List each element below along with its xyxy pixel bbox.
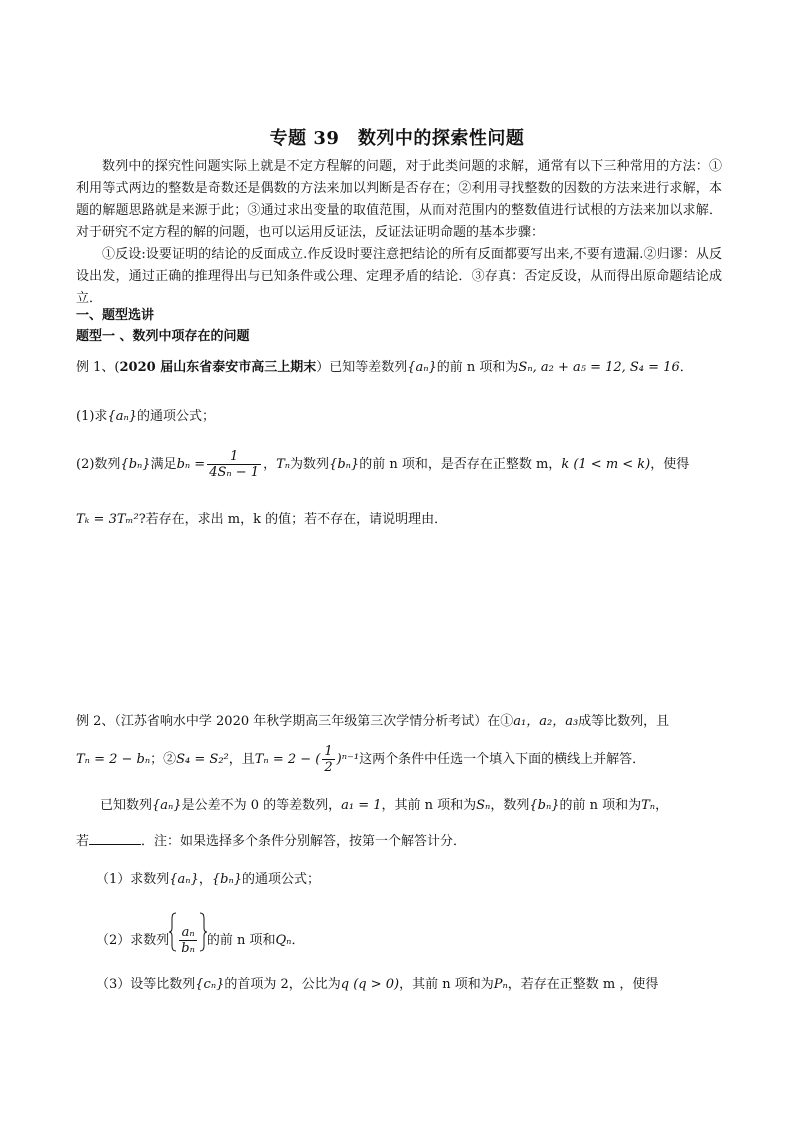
question-text: 的首项为 2，公比为 bbox=[224, 977, 341, 992]
example-2-text: ，数列 bbox=[490, 798, 530, 813]
example-1-source: 2020 届山东省泰安市高三上期末 bbox=[119, 360, 317, 375]
terms-a123: a₁，a₂，a₃ bbox=[513, 714, 579, 729]
condition-1-formula: Tₙ = 2 − bₙ bbox=[76, 752, 151, 767]
formula-part: )ⁿ⁻¹ bbox=[336, 752, 360, 767]
condition-k: k (1 < m < k) bbox=[561, 457, 651, 472]
example-2-question-1 bbox=[96, 870, 320, 890]
fraction-denominator: bₙ bbox=[181, 941, 195, 956]
brace-close-icon bbox=[199, 912, 207, 969]
example-2-text: ；② bbox=[150, 752, 177, 767]
example-1-question-2-cont bbox=[76, 510, 447, 530]
sequence-a: {aₙ} bbox=[107, 409, 137, 424]
fraction-denominator: 2 bbox=[324, 760, 333, 775]
example-2-stem-line-4 bbox=[76, 832, 466, 852]
sequence-b: {bₙ} bbox=[120, 457, 151, 472]
sequence-a: {aₙ} bbox=[407, 360, 437, 375]
equation: Tₖ = 3Tₘ² bbox=[76, 512, 139, 527]
example-1-question-2 bbox=[76, 448, 689, 482]
example-2-text: ， bbox=[655, 798, 669, 813]
fill-in-blank bbox=[89, 832, 141, 845]
intro-paragraph-2: ①反设:设要证明的结论的反面成立.作反设时要注意把结论的所有反面都要写出来,不要有遗漏.②归谬：从反设出发，通过正确的推理得出与已知条件或公理、定理矛盾的结论．③存真：否定反设，从而得出原命题结论成立． bbox=[76, 247, 722, 306]
example-2-text: ，且 bbox=[228, 752, 255, 767]
question-text: 满足 bbox=[150, 457, 177, 472]
question-text: 的前 n 项和，是否存在正整数 m， bbox=[359, 457, 562, 472]
fraction-numerator: aₙ bbox=[179, 925, 197, 941]
section-heading: 一、题型选讲 bbox=[76, 308, 155, 323]
question-text: ． bbox=[291, 933, 305, 948]
example-2-question-3 bbox=[96, 975, 658, 995]
example-1-question-1 bbox=[76, 407, 215, 427]
example-1-condition: Sₙ, a₂ + a₅ = 12, S₄ = 16 bbox=[518, 360, 680, 375]
example-2-text: 这两个条件中任选一个填入下面的横线上并解答． bbox=[359, 752, 646, 767]
page-title: 专题 39 数列中的探索性问题 bbox=[269, 128, 525, 149]
fraction bbox=[207, 449, 261, 480]
example-2-text: 成等比数列，且 bbox=[578, 714, 670, 729]
sequence-a: {aₙ} bbox=[152, 798, 182, 813]
question-text: （1）求数列 bbox=[96, 872, 170, 887]
example-2-text: ，其前 n 项和为 bbox=[381, 798, 477, 813]
sequence-b: {bₙ} bbox=[211, 872, 242, 887]
intro-paragraph-1: 数列中的探究性问题实际上就是不定方程解的问题，对于此类问题的求解，通常有以下三种常用的方法：①利用等式两边的整数是奇数还是偶数的方法来加以判断是否存在；②利用寻找整数的因数的方法来进行求解，本题的解题思路就是来源于此；③通过求出变量的取值范围，从而对范围内的整数值进行试根的方法来加以求解．对于研究不定方程的解的问题，也可以运用反证法，反证法证明命题的基本步骤： bbox=[76, 159, 722, 240]
fraction-numerator: 1 bbox=[207, 449, 261, 465]
question-text: 的前 n 项和 bbox=[206, 933, 276, 948]
sequence-c: {cₙ} bbox=[195, 977, 225, 992]
question-text: 为数列 bbox=[290, 457, 330, 472]
question-text: ，使得 bbox=[650, 457, 690, 472]
fraction-denominator: 4Sₙ − 1 bbox=[209, 465, 260, 480]
condition-2-formula: S₄ = S₂² bbox=[176, 752, 229, 767]
example-2-stem-line-3 bbox=[100, 796, 668, 816]
sequence-b: {bₙ} bbox=[529, 798, 560, 813]
sequence-b: {bₙ} bbox=[329, 457, 360, 472]
example-2-stem-line-1 bbox=[76, 712, 669, 732]
example-1-text: ． bbox=[679, 360, 693, 375]
question-text: （3）设等比数列 bbox=[96, 977, 196, 992]
ratio-q: q (q > 0) bbox=[340, 977, 400, 992]
question-text: ?若存在，求出 m，k 的值；若不存在，请说明理由． bbox=[138, 512, 448, 527]
question-text: （2）求数列 bbox=[96, 933, 170, 948]
question-text: 的通项公式； bbox=[136, 409, 215, 424]
example-2-text: 的前 n 项和为 bbox=[559, 798, 642, 813]
example-2-text: ．注：如果选择多个条件分别解答，按第一个解答计分． bbox=[141, 834, 467, 849]
question-text: ， bbox=[263, 457, 277, 472]
formula-part: Tₙ = 2 − ( bbox=[254, 752, 321, 767]
example-1-text: ）已知等差数列 bbox=[316, 360, 408, 375]
fraction-numerator: 1 bbox=[324, 744, 333, 759]
example-2-text: 已知数列 bbox=[100, 798, 153, 813]
fraction bbox=[179, 925, 197, 956]
type-heading: 题型一 、数列中项存在的问题 bbox=[76, 329, 250, 344]
example-2-text: 例 2、（江苏省响水中学 2020 年秋学期高三年级第三次学情分析考试）在① bbox=[76, 714, 514, 729]
sequence-a: {aₙ} bbox=[169, 872, 199, 887]
example-2-stem-line-2 bbox=[76, 744, 645, 776]
question-text: 的通项公式； bbox=[242, 872, 321, 887]
question-text: ， bbox=[198, 872, 212, 887]
question-label: (2)数列 bbox=[76, 457, 121, 472]
first-term: a₁ = 1 bbox=[341, 798, 382, 813]
question-label: (1)求 bbox=[76, 409, 108, 424]
sum-S: Sₙ bbox=[476, 798, 491, 813]
fraction bbox=[322, 744, 334, 775]
example-1-label: 例 1、( bbox=[76, 360, 120, 375]
question-text: ，若存在正整数 m ，使得 bbox=[507, 977, 659, 992]
sum-T: Tₙ bbox=[276, 457, 291, 472]
example-1-text: 的前 n 项和为 bbox=[436, 360, 519, 375]
example-2-text: 若 bbox=[76, 834, 90, 849]
sum-T: Tₙ bbox=[641, 798, 656, 813]
question-text: ，其前 n 项和为 bbox=[399, 977, 494, 992]
example-2-text: 是公差不为 0 的等差数列， bbox=[181, 798, 342, 813]
brace-open-icon bbox=[169, 912, 177, 969]
formula-lhs: bₙ = bbox=[176, 457, 206, 472]
example-2-question-2 bbox=[96, 912, 304, 969]
sum-P: Pₙ bbox=[493, 977, 508, 992]
example-1-stem bbox=[76, 358, 693, 378]
sum-Q: Qₙ bbox=[275, 933, 292, 948]
